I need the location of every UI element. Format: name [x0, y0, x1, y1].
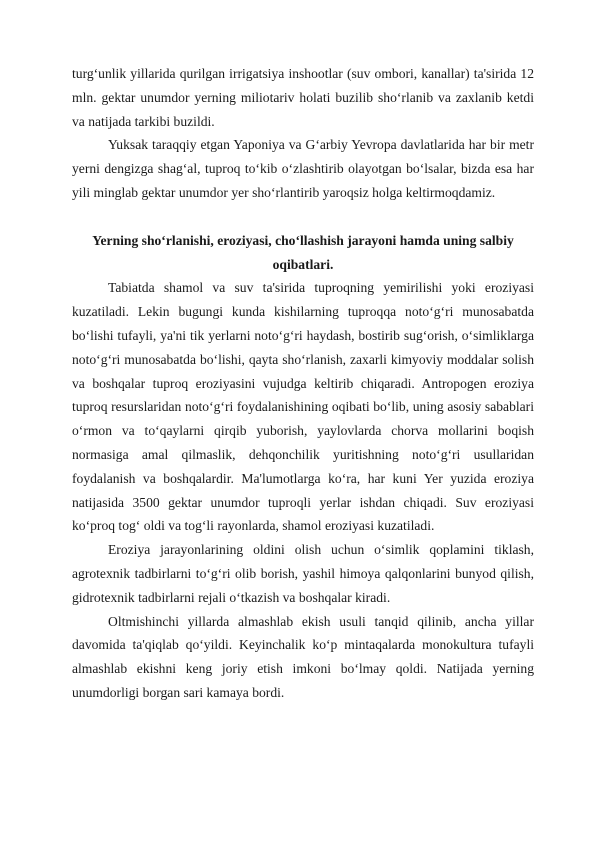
paragraph-1: turg‘unlik yillarida qurilgan irrigatsiya inshootlar (suv ombori, kanallar) ta'sirida 12 mln. gektar unumdor yerning miliotariv holati buzilib sho‘rlanib va zaxlanib ketdi va natijada tarkibi buzildi. [72, 66, 534, 129]
paragraph-4: Eroziya jarayonlarining oldini olish uchun o‘simlik qoplamini tiklash, agrotexnik tadbirlarni to‘g‘ri olib borish, yashil himoya qalqonlarini bunyod qilish, gidrotexnik tadbirlarni rejali o‘tkazish va boshqalar kiradi. [72, 542, 534, 605]
paragraph-2: Yuksak taraqqiy etgan Yaponiya va G‘arbiy Yevropa davlatlarida har bir metr yerni dengizga shag‘al, tuproq to‘kib o‘zlashtirib olayotgan bo‘lsalar, bizda esa har yili minglab gektar unumdor yer sho‘rlantirib yaroqsiz holga keltirmoqdamiz. [72, 137, 534, 200]
section-heading: Yerning sho‘rlanishi, eroziyasi, cho‘llashish jarayoni hamda uning salbiy oqibatlari. [92, 232, 514, 272]
paragraph-5: Oltmishinchi yillarda almashlab ekish usuli tanqid qilinib, ancha yillar davomida ta'qiqlab qo‘yildi. Keyinchalik ko‘p mintaqalarda monokultura tufayli almashlab ekishni keng joriy etish imkoni bo‘lmay qoldi. Natijada yerning unumdorligi borgan sari kamaya bordi. [72, 613, 534, 700]
document-page [72, 62, 534, 705]
paragraph-3: Tabiatda shamol va suv ta'sirida tuproqning yemirilishi yoki eroziyasi kuzatiladi. Lekin bugungi kunda kishilarning tuproqqa noto‘g‘ri munosabatda bo‘lishi tufayli, ya'ni tik yerlarni noto‘g‘ri haydash, bostirib sug‘orish, o‘simliklarga noto‘g‘ri munosabatda bo‘lishi, qayta sho‘rlanish, zaxarli kimyoviy moddalar solish va boshqalar tuproq eroziyasini vujudga keltirib chiqaradi. Antropogen eroziya tuproq resurslaridan noto‘g‘ri foydalanishining oqibati bo‘lib, uning asosiy sabablari o‘rmon va to‘qaylarni qirqib yuborish, yaylovlarda chorva mollarini boqish normasiga amal qilmaslik, dehqonchilik yuritishning noto‘g‘ri usullaridan foydalanish va boshqalardir. Ma'lumotlarga ko‘ra, har kuni Yer yuzida eroziya natijasida 3500 gektar unumdor tuproqli yerlar ishdan chiqadi. Suv eroziyasi ko‘proq tog‘ oldi va tog‘li rayonlarda, shamol eroziyasi kuzatiladi. [72, 280, 534, 534]
